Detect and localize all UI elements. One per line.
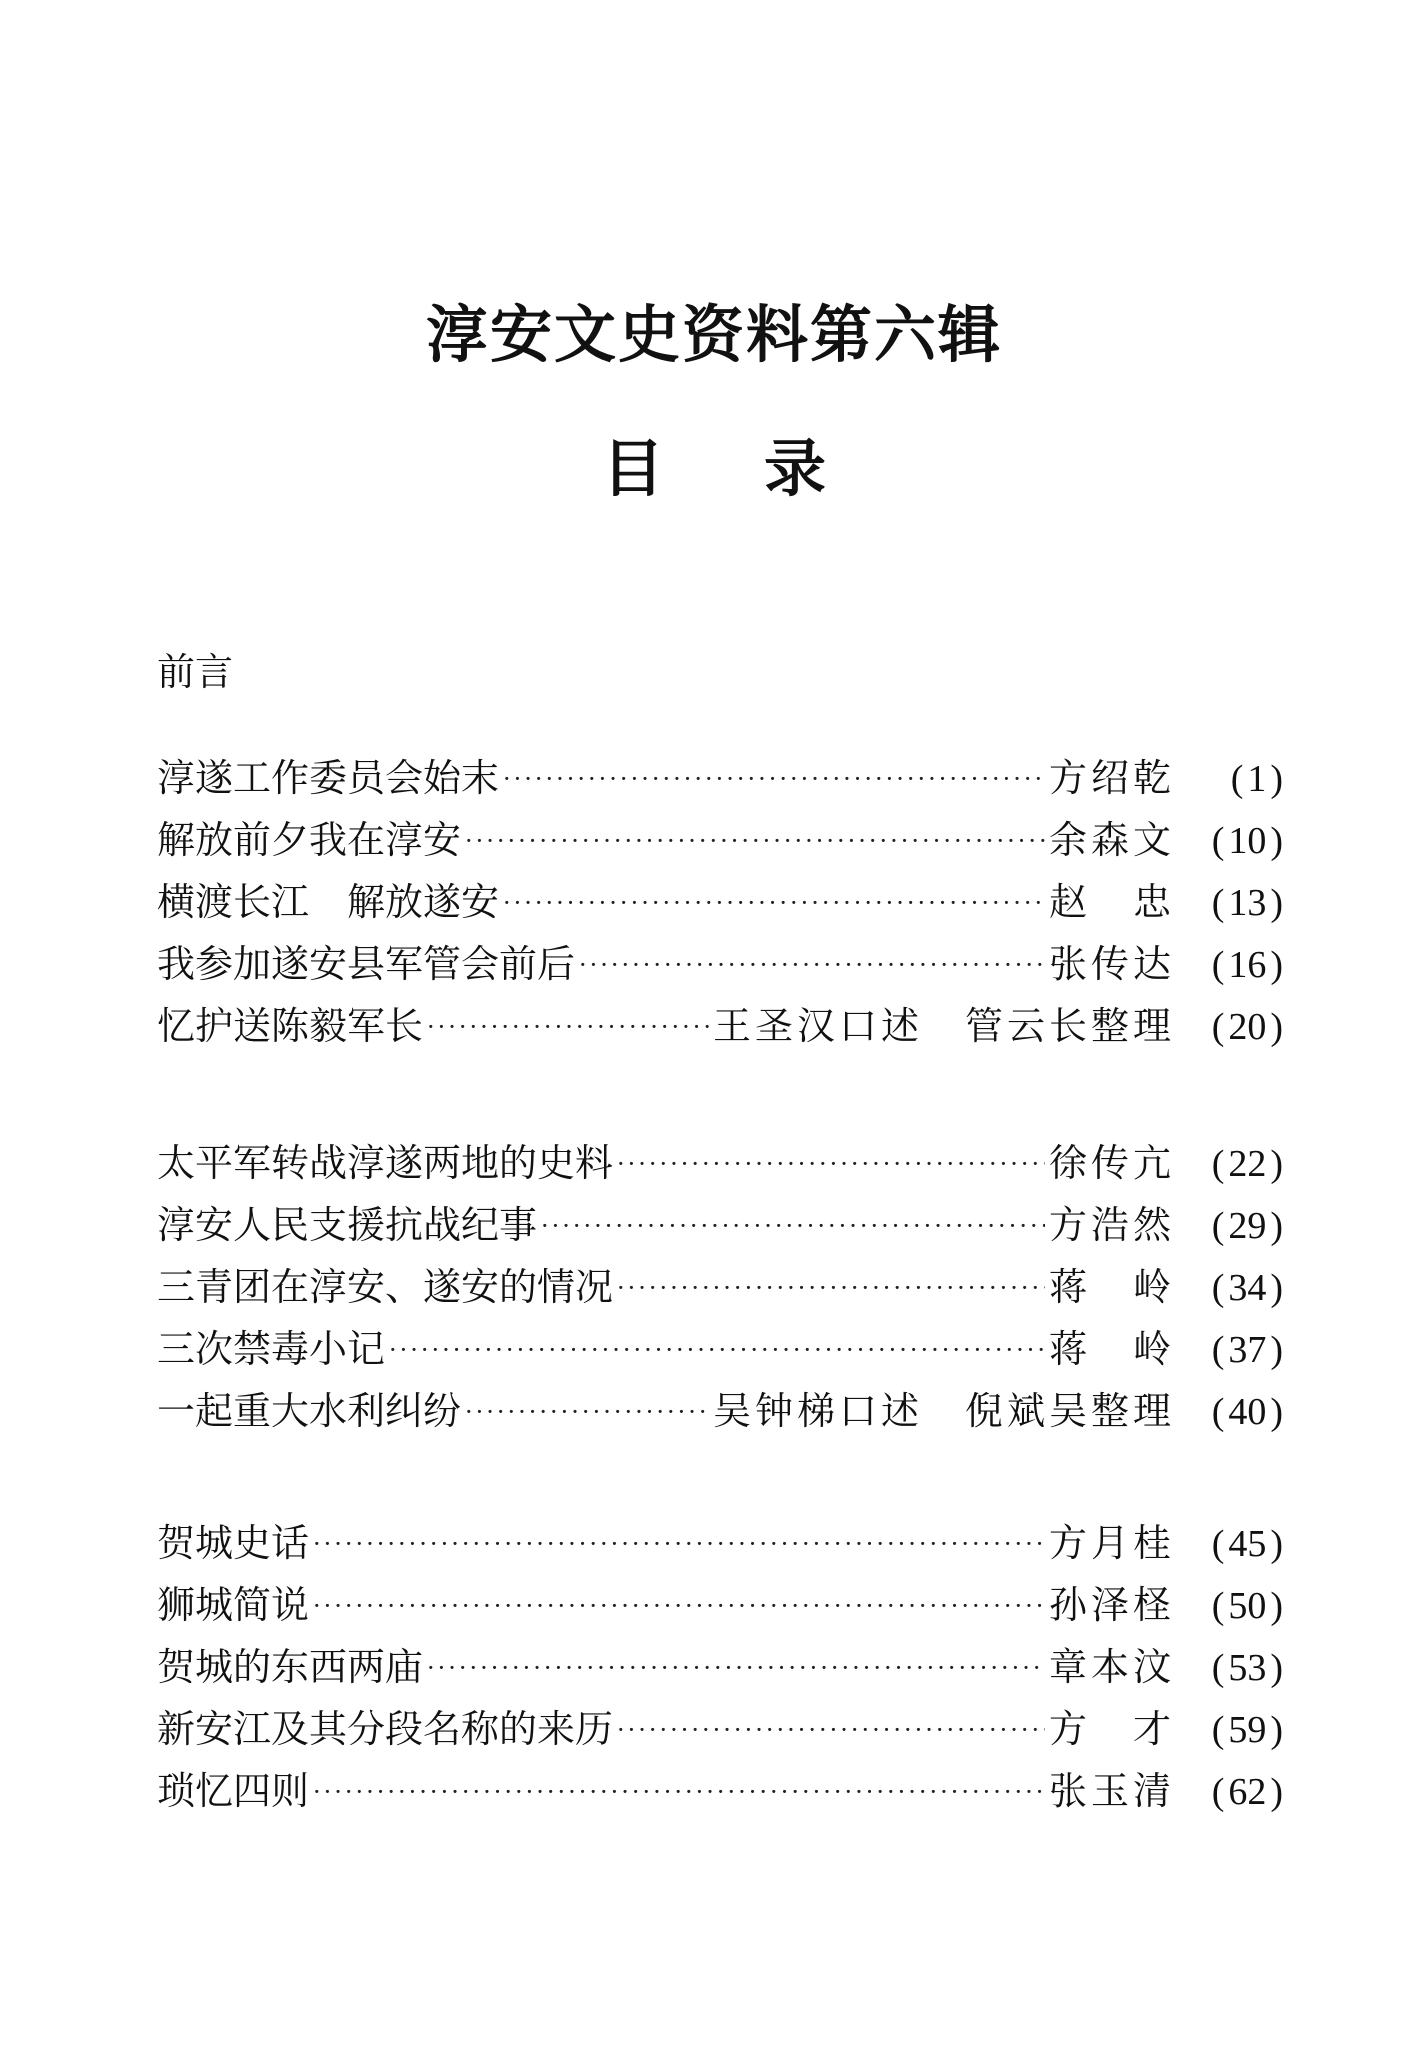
toc-entry-page: ( 62 ): [1211, 1771, 1283, 1813]
toc-entry-page: ( 53 ): [1211, 1647, 1283, 1689]
dot-leader: [313, 1516, 1045, 1572]
toc-entry-author: 孙泽柽: [1048, 1583, 1175, 1627]
dot-leader: [313, 1578, 1045, 1634]
toc-entry-title: 忆护送陈毅军长: [157, 1004, 424, 1048]
toc-heading-char: 目: [601, 432, 664, 505]
dot-leader: [579, 937, 1045, 993]
dot-leader: [617, 1136, 1045, 1192]
toc-entry-author: 张玉清: [1048, 1769, 1175, 1813]
dot-leader: [617, 1702, 1045, 1758]
toc-entry-page: ( 29 ): [1211, 1205, 1283, 1247]
toc-page-number: 53: [1228, 1647, 1267, 1689]
dot-leader: [389, 1322, 1045, 1378]
toc-entry: [157, 1259, 1287, 1315]
dot-leader: [465, 813, 1045, 869]
toc-page-number: 59: [1228, 1709, 1267, 1751]
toc-entry-author: 王圣汉口述 管云长整理: [712, 1004, 1175, 1048]
toc-entry-page: ( 45 ): [1211, 1523, 1283, 1565]
toc-page-number: 34: [1228, 1267, 1267, 1309]
dot-leader: [503, 875, 1045, 931]
toc-entry-author: 方月桂: [1048, 1521, 1175, 1565]
toc-entry-title: 淳安人民支援抗战纪事: [157, 1203, 538, 1247]
toc-entry: [157, 998, 1287, 1054]
toc-entry-author: 方 才: [1048, 1707, 1175, 1751]
toc-entry-page: ( 37 ): [1211, 1329, 1283, 1371]
toc-entry-author: 方浩然: [1048, 1203, 1175, 1247]
toc-entry-page: ( 22 ): [1211, 1143, 1283, 1185]
toc-page-number: 62: [1228, 1771, 1267, 1813]
toc-entry-page: ( 59 ): [1211, 1709, 1283, 1751]
toc-entry-title: 解放前夕我在淳安: [157, 818, 462, 862]
dot-leader: [541, 1198, 1045, 1254]
dot-leader: [503, 751, 1045, 807]
toc-entry-page: ( 16 ): [1211, 944, 1283, 986]
toc-page-number: 10: [1228, 820, 1267, 862]
toc-heading-char: 录: [764, 432, 827, 505]
toc-entry-title: 太平军转战淳遂两地的史料: [157, 1141, 614, 1185]
toc-entry: [157, 812, 1287, 868]
toc-entry-author: 吴钟梯口述 倪斌吴整理: [712, 1389, 1175, 1433]
toc-entry-title: 横渡长江 解放遂安: [157, 880, 500, 924]
toc-entry: [157, 1197, 1287, 1253]
toc-entry: [157, 1321, 1287, 1377]
toc-entry-author: 章本汶: [1048, 1645, 1175, 1689]
dot-leader: [427, 1640, 1045, 1696]
toc-entry-page: ( 13 ): [1211, 882, 1283, 924]
toc-entry-page: ( 10 ): [1211, 820, 1283, 862]
toc-entry-page: ( 1 ): [1230, 758, 1283, 800]
toc-entry-title: 淳遂工作委员会始末: [157, 756, 500, 800]
toc-entry-author: 赵 忠: [1048, 880, 1175, 924]
toc-entry-page: ( 34 ): [1211, 1267, 1283, 1309]
toc-page-number: 45: [1228, 1523, 1267, 1565]
toc-heading: [0, 432, 1428, 506]
toc-entry-title: 一起重大水利纠纷: [157, 1389, 462, 1433]
toc-entry-title: 三次禁毒小记: [157, 1327, 386, 1371]
toc-entry-title: 三青团在淳安、遂安的情况: [157, 1265, 614, 1309]
toc-entry: [157, 750, 1287, 806]
toc-page-number: 29: [1228, 1205, 1267, 1247]
dot-leader: [313, 1764, 1045, 1820]
toc-entry: [157, 1383, 1287, 1439]
toc-page-number: 20: [1228, 1006, 1267, 1048]
toc-entry-author: 余森文: [1048, 818, 1175, 862]
preface-entry: 前言: [157, 650, 234, 694]
toc-page-number: 13: [1228, 882, 1267, 924]
toc-entry-author: 蒋 岭: [1048, 1265, 1175, 1309]
toc-page-number: 1: [1247, 758, 1267, 800]
dot-leader: [465, 1384, 709, 1440]
toc-entry: [157, 936, 1287, 992]
toc-entry: [157, 1577, 1287, 1633]
toc-entry-title: 贺城的东西两庙: [157, 1645, 424, 1689]
dot-leader: [617, 1260, 1045, 1316]
toc-entry: [157, 1701, 1287, 1757]
toc-page-number: 22: [1228, 1143, 1267, 1185]
toc-entry-title: 新安江及其分段名称的来历: [157, 1707, 614, 1751]
toc-page-number: 40: [1228, 1391, 1267, 1433]
toc-entry-page: ( 50 ): [1211, 1585, 1283, 1627]
dot-leader: [427, 999, 709, 1055]
toc-page-number: 37: [1228, 1329, 1267, 1371]
toc-entry-title: 我参加遂安县军管会前后: [157, 942, 576, 986]
toc-entry: [157, 1639, 1287, 1695]
toc-entry-author: 徐传亢: [1048, 1141, 1175, 1185]
toc-entry-author: 蒋 岭: [1048, 1327, 1175, 1371]
toc-entry: [157, 1763, 1287, 1819]
book-title: 淳安文史资料第六辑: [425, 298, 1002, 371]
toc-entry-author: 方绍乾: [1048, 756, 1175, 800]
toc-page-number: 50: [1228, 1585, 1267, 1627]
toc-entry-title: 琐忆四则: [157, 1769, 310, 1813]
toc-page-number: 16: [1228, 944, 1267, 986]
toc-entry: [157, 1515, 1287, 1571]
toc-entry-title: 贺城史话: [157, 1521, 310, 1565]
toc-entry: [157, 874, 1287, 930]
toc-entry: [157, 1135, 1287, 1191]
toc-entry-title: 狮城简说: [157, 1583, 310, 1627]
toc-entry-page: ( 20 ): [1211, 1006, 1283, 1048]
toc-entry-page: ( 40 ): [1211, 1391, 1283, 1433]
toc-entry-author: 张传达: [1048, 942, 1175, 986]
